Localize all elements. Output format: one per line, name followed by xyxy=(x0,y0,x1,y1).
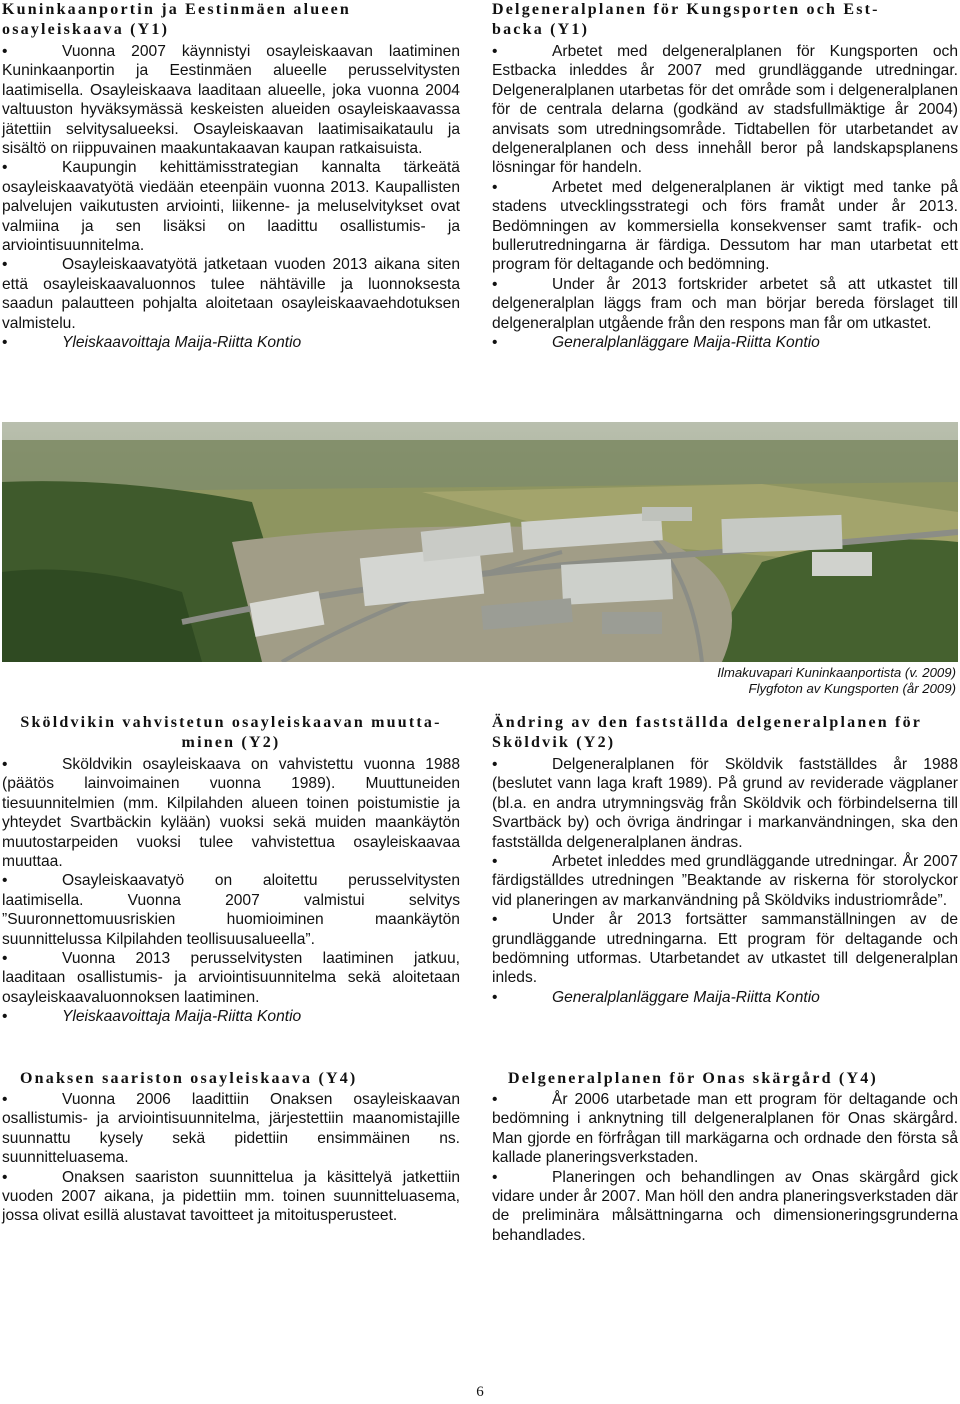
section-title: Ändring av den fastställda delgeneralplanen för Sköldvik (Y2) xyxy=(492,714,923,751)
bullet: • xyxy=(2,1091,8,1108)
bullet: • xyxy=(492,1168,498,1186)
signature-line xyxy=(492,333,958,352)
bullet: • xyxy=(2,872,8,890)
bullet: • xyxy=(492,334,498,352)
paragraph: • Onaksen saariston suunnittelua ja käsittelyä jatkettiin vuoden 2007 aikana, ja pidettiin mm. toinen suunnitteluasema, jossa olivat esillä alustavat tavoitteet ja mitoitusperusteet. xyxy=(2,1168,460,1225)
paragraph: • Osayleiskaavatyö on aloitettu perusselvitysten laatimisella. Vuonna 2007 valmistui selvitys ”Suuronnettomuusriskien huomioiminen maankäytön suunnittelussa Kilpilahden teollisuusalueella”. xyxy=(2,872,460,948)
bullet: • xyxy=(492,911,498,929)
section-kuninkaanportti-fi xyxy=(2,0,460,353)
bullet: • xyxy=(2,1168,8,1186)
paragraph: • Vuonna 2006 laadittiin Onaksen osayleiskaavan osallistumis- ja arviointisuunnitelma, järjestettiin maanomistajille suunnattu kysely sekä pidettiin ensimmäinen ns. suunnitteluasema. xyxy=(2,1091,460,1167)
paragraph: • År 2006 utarbetade man ett program för deltagande och bedömning i anknytning till delgeneralplanen för Onas skärgård. Man gjorde en förfrågan till markägarna och ordnade den första så kallade planeringsverkstaden. xyxy=(492,1091,958,1167)
paragraph: • Planeringen och behandlingen av Onas skärgård gick vidare under år 2007. Man höll den andra planeringsverkstaden där de preliminära målsättningarna och dimensioneringsgrunderna behandlades. xyxy=(492,1168,958,1244)
page-number: 6 xyxy=(476,1384,484,1400)
paragraph: • Arbetet med delgeneralplanen är viktigt med tanke på stadens utvecklingsstrategi och förs framåt under år 2013. Bedömningen av kommersiella konsekvenser samt trafik- och bullerutredningarna är färdiga. Dessutom har man utarbetat ett program för deltagande och bedömning. xyxy=(492,178,958,274)
bullet: • xyxy=(492,1091,498,1108)
bullet: • xyxy=(2,950,8,968)
paragraph: • Kaupungin kehittämisstrategian kannalta tärkeätä osayleiskaavatyötä viedään eteenpäin vuonna 2013. Kaupallisten palvelujen vaikutusten arviointi, liikenne- ja meluselvitykset ovat valmiina ja sen lisäksi on laadittu osallistumis- ja arviointisuunnitelma. xyxy=(2,159,460,255)
paragraph: • Vuonna 2007 käynnistyi osayleiskaavan laatiminen Kuninkaanportin ja Eestinmäen alueelle perusselvitysten laatimisella. Osayleiskaava laaditaan alueelle, joka vuonna 2004 valtuuston hyväksymässä keskeisten alueiden osayleiskaavassa jätettiin selvitysalueeksi. Osayleiskaavan laatimisaikataulu ja sisältö on riippuvainen maakuntakaavan kaupan ratkaisuista. xyxy=(2,43,460,158)
section-skoldvik-sv xyxy=(492,713,958,1007)
paragraph: • Arbetet med delgeneralplanen för Kungsporten och Estbacka inleddes år 2007 med grundläggande utredningar. Delgeneralplanen utarbetas för det område som i delgeneralplanen för de centrala delarna (godkänd av stadsfullmäktige år 2004) anvisats som utredningsområde. Tidtabellen för utarbetandet av delgeneralplanen och dess innehåll beror på landskapsplanens lösningar för handeln. xyxy=(492,43,958,177)
bullet: • xyxy=(492,275,498,293)
bullet: • xyxy=(492,756,498,773)
section-onas-sv xyxy=(492,1069,958,1245)
bullet: • xyxy=(492,178,498,196)
signature: Yleiskaavoittaja Maija-Riitta Kontio xyxy=(62,1008,302,1026)
section-onas-fi xyxy=(2,1069,460,1226)
section-title: Onaksen saariston osayleiskaava (Y4) xyxy=(20,1070,358,1087)
photo-caption xyxy=(717,665,956,697)
paragraph: • Under år 2013 fortskrider arbetet så att utkastet till delgeneralplan läggs fram och man börjar bereda förslaget till delgeneralplan utgående från den respons man får om utkastet. xyxy=(492,275,958,332)
aerial-photo-illustration xyxy=(2,422,958,662)
photo-caption-fi: Ilmakuvapari Kuninkaanportista (v. 2009) xyxy=(717,665,956,680)
photo-caption-sv: Flygfoton av Kungsporten (år 2009) xyxy=(748,681,956,696)
bullet: • xyxy=(492,988,498,1006)
paragraph: • Sköldvikin osayleiskaava on vahvistettu vuonna 1988 (päätös lainvoimainen vuonna 1989). Muuttuneiden tiesuunnitelmien (mm. Kilpilahden alueen toinen poistumistie ja yhteydet Svartbäckin kylään) vuoksi sekä muiden maankäytön muutostarpeiden vuoksi tulee vahvistettua osayleiskaavaa muuttaa. xyxy=(2,756,460,871)
bullet: • xyxy=(2,334,8,352)
bullet: • xyxy=(492,43,498,60)
section-title: Delgeneralplanen för Onas skärgård (Y4) xyxy=(508,1070,878,1087)
paragraph: • Delgeneralplanen för Sköldvik fastställdes år 1988 (beslutet vann laga kraft 1989). På grund av reviderade vägplaner (bl.a. en andra utrymningsväg från Sköldvik och förbindelserna till Svartbäck by) och övriga ändringar i markanvändningen, ska den fastställda delgeneralplanen ändras. xyxy=(492,756,958,851)
bullet: • xyxy=(2,256,8,274)
paragraph: • Vuonna 2013 perusselvitysten laatiminen jatkuu, laaditaan osallistumis- ja arviointisuunnitelma sekä aloitetaan osayleiskaavaluonnoksen laatiminen. xyxy=(2,950,460,1006)
paragraph: • Arbetet inleddes med grundläggande utredningar. År 2007 färdigställdes utredningen ”Beaktande av riskerna för storolyckor vid planeringen av markanvändning på Sköldviks industriområde”. xyxy=(492,853,958,909)
bullet: • xyxy=(2,756,8,773)
signature-line xyxy=(2,333,460,352)
signature-line xyxy=(2,1007,460,1026)
section-skoldvik-fi xyxy=(2,713,460,1027)
section-kungsporten-sv xyxy=(492,0,958,353)
aerial-photo xyxy=(2,422,958,662)
signature: Generalplanläggare Maija-Riitta Kontio xyxy=(552,988,820,1006)
section-title: Delgeneralplanen för Kungsporten och Est- backa (Y1) xyxy=(492,1,880,38)
bullet: • xyxy=(2,43,8,60)
signature: Generalplanläggare Maija-Riitta Kontio xyxy=(552,334,820,352)
section-title: Sköldvikin vahvistetun osayleiskaavan muutta- minen (Y2) xyxy=(20,714,442,751)
bullet: • xyxy=(2,1008,8,1026)
signature: Yleiskaavoittaja Maija-Riitta Kontio xyxy=(62,334,302,352)
section-title: Kuninkaanportin ja Eestinmäen alueen osayleiskaava (Y1) xyxy=(2,1,352,38)
paragraph: • Under år 2013 fortsätter sammanställningen av de grundläggande utredningarna. Ett program för deltagande och bedömning utformas. Utarbetandet av utkastet till delgeneralplan inleds. xyxy=(492,911,958,987)
bullet: • xyxy=(2,159,8,177)
bullet: • xyxy=(492,853,498,871)
paragraph: • Osayleiskaavatyötä jatketaan vuoden 2013 aikana siten että osayleiskaavaluonnos tulee nähtäville ja luonnoksesta saadun palautteen pohjalta aloitetaan osayleiskaavaehdotuksen valmistelu. xyxy=(2,256,460,332)
signature-line xyxy=(492,988,958,1007)
